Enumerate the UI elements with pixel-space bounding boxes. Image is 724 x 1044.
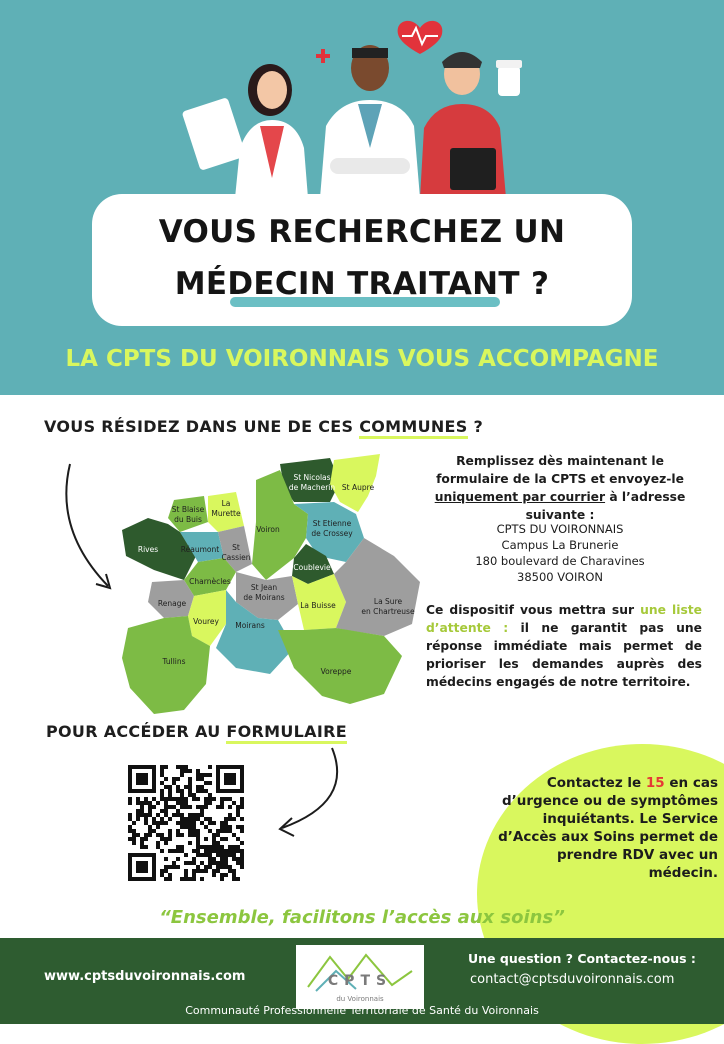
title-line-2: MÉDECIN TRAITANT ? xyxy=(174,266,550,302)
map-label-coublevie: Coublevie xyxy=(293,563,331,572)
form-heading-pre: POUR ACCÉDER AU xyxy=(46,722,227,741)
map-label-st-etienne-1: St Etienne xyxy=(312,519,352,528)
map-label-st-nicolas-2: de Macherin xyxy=(288,483,336,492)
address-line-2: Campus La Brunerie xyxy=(501,538,619,552)
map-label-la-murette-2: Murette xyxy=(211,509,241,518)
communes-map xyxy=(108,452,428,724)
qr-code[interactable] xyxy=(128,765,244,881)
address-line-3: 180 boulevard de Charavines xyxy=(475,554,645,568)
map-label-st-etienne-2: de Crossey xyxy=(311,529,353,538)
pill-bottle-icon xyxy=(496,60,522,96)
waiting-list-text xyxy=(426,601,702,691)
attente-pre: Ce dispositif vous mettra sur xyxy=(426,603,641,617)
map-label-reaumont: Réaumont xyxy=(180,545,220,554)
contact-question: Une question ? Contactez-nous : xyxy=(468,951,696,966)
urgent-post: en cas d’urgence ou de symptômes inquiétants. Le Service d’Accès aux Soins permet de prendre RDV avec un médecin. xyxy=(498,775,718,881)
map-label-st-nicolas-1: St Nicolas xyxy=(293,473,331,482)
instructions-text xyxy=(422,452,698,524)
logo-mountains-icon xyxy=(296,945,424,1009)
map-label-rives: Rives xyxy=(137,545,159,554)
doctor-man-red xyxy=(420,52,506,198)
doctor-man xyxy=(320,45,420,198)
map-label-la-sure-1: La Sure xyxy=(373,597,403,606)
heart-icon xyxy=(398,21,443,54)
urgent-number: 15 xyxy=(645,775,665,791)
map-label-tullins: Tullins xyxy=(162,657,186,666)
cpts-logo xyxy=(296,945,424,1009)
subtitle: LA CPTS DU VOIRONNAIS VOUS ACCOMPAGNE xyxy=(65,346,659,372)
map-label-st-cassien-2: Cassien xyxy=(221,553,251,562)
instructions-p1: Remplissez dès maintenant le formulaire de la CPTS et envoyez-le xyxy=(436,454,684,486)
title-card xyxy=(92,194,632,326)
map-label-st-blaise-1: St Blaise xyxy=(171,505,205,514)
doctor-woman xyxy=(235,64,308,198)
logo-text: CPTS xyxy=(327,973,393,989)
form-heading xyxy=(46,722,347,741)
map-label-vourey: Vourey xyxy=(193,617,219,626)
communes-heading-underlined: COMMUNES xyxy=(359,417,467,439)
instructions-end: à l’adresse suivante : xyxy=(525,490,686,522)
contact-email[interactable]: contact@cptsduvoironnais.com xyxy=(470,972,675,987)
form-heading-underlined: FORMULAIRE xyxy=(226,722,347,744)
communes-heading-pre: VOUS RÉSIDEZ DANS UNE DE CES xyxy=(44,417,360,436)
postal-address xyxy=(422,521,698,585)
attente-highlight: une liste d’attente : xyxy=(426,603,702,635)
instructions-underlined: uniquement par courrier xyxy=(434,490,606,504)
map-label-la-sure-2: en Chartreuse xyxy=(361,607,415,616)
title-line-1: VOUS RECHERCHEZ UN xyxy=(158,214,566,250)
logo-subtext: du Voironnais xyxy=(336,995,384,1003)
map-label-voiron: Voiron xyxy=(256,525,280,534)
map-label-la-buisse: La Buisse xyxy=(300,601,336,610)
doctors-illustration xyxy=(180,8,550,198)
map-label-st-aupre: St Aupre xyxy=(341,483,375,492)
communes-heading-post: ? xyxy=(467,417,484,436)
medical-cross-icon xyxy=(316,49,330,63)
organization-name: Communauté Professionnelle Territoriale de Santé du Voironnais xyxy=(185,1004,539,1017)
slogan-quote: “Ensemble, facilitons l’accès aux soins” xyxy=(159,907,565,928)
map-label-la-murette-1: La xyxy=(221,499,231,508)
map-voreppe xyxy=(278,628,402,704)
map-label-st-jean-2: de Moirans xyxy=(243,593,285,602)
map-label-st-blaise-2: du Buis xyxy=(174,515,202,524)
website-link[interactable]: www.cptsduvoironnais.com xyxy=(44,969,246,984)
map-label-charnecles: Charnècles xyxy=(189,577,231,586)
urgent-text xyxy=(484,774,718,882)
address-line-4: 38500 VOIRON xyxy=(517,570,603,584)
map-st-blaise xyxy=(168,496,208,532)
clipboard-icon xyxy=(182,97,247,171)
map-label-voreppe: Voreppe xyxy=(320,667,352,676)
urgent-pre: Contactez le xyxy=(546,775,646,791)
communes-heading xyxy=(44,417,483,436)
map-label-renage: Renage xyxy=(157,599,187,608)
attente-post: il ne garantit pas une réponse immédiate mais permet de prioriser les demandes auprès des médecins engagés de notre territoire. xyxy=(426,621,702,689)
map-label-st-cassien-1: St xyxy=(232,543,240,552)
map-label-st-jean-1: St Jean xyxy=(250,583,278,592)
curved-arrow-icon xyxy=(270,742,350,842)
map-label-moirans: Moirans xyxy=(235,621,265,630)
address-line-1: CPTS DU VOIRONNAIS xyxy=(496,522,624,536)
